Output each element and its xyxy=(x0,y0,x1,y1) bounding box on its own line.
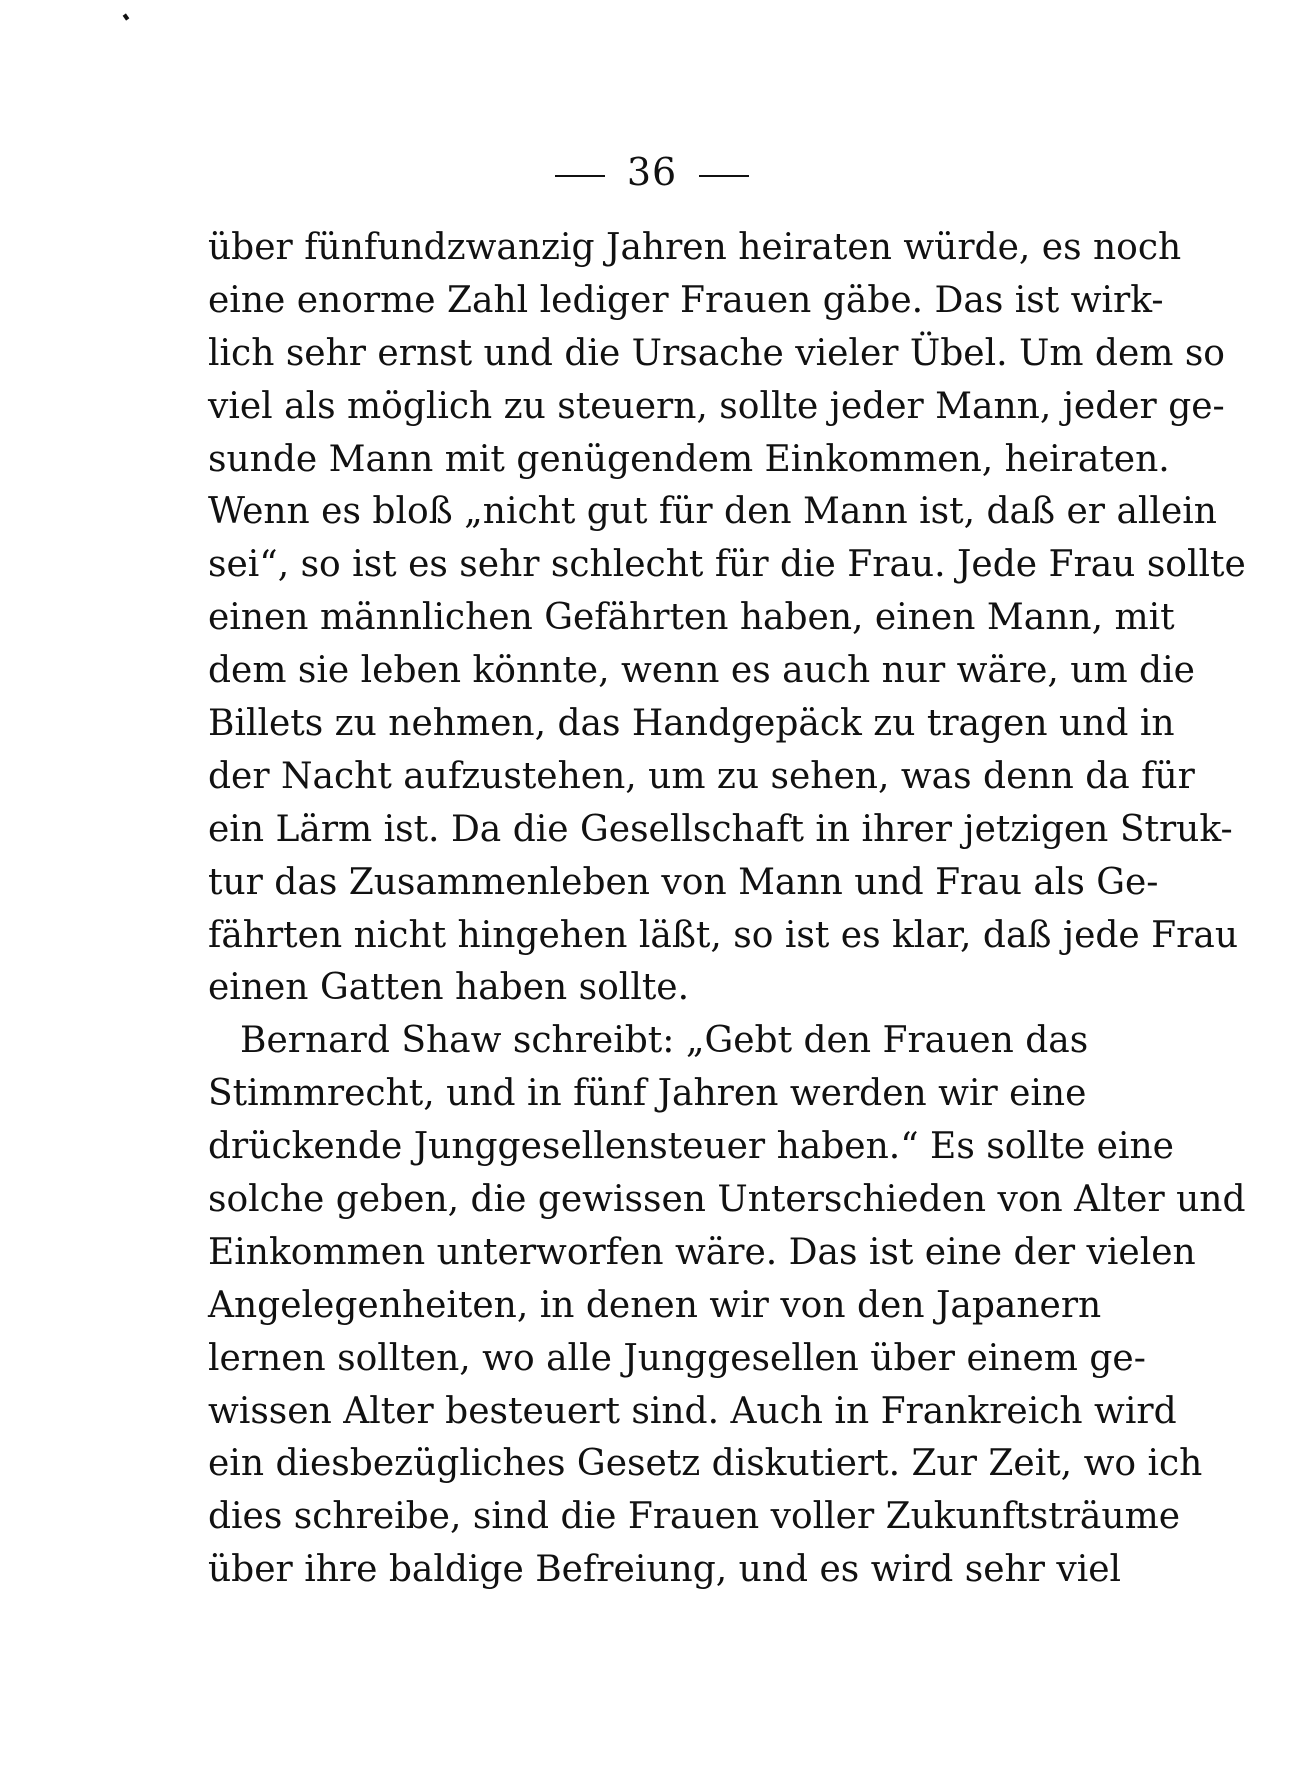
text-line: dies schreibe, sind die Frauen voller Zukunftsträume xyxy=(208,1496,1181,1538)
text-line: Stimmrecht, und in fünf Jahren werden wir eine xyxy=(208,1073,1087,1115)
left-dash xyxy=(555,175,605,177)
text-line: Einkommen unterworfen wäre. Das ist eine der vielen xyxy=(208,1231,1196,1273)
text-line: über ihre baldige Befreiung, und es wird sehr viel xyxy=(208,1549,1122,1591)
text-line: der Nacht aufzustehen, um zu sehen, was denn da für xyxy=(208,755,1195,797)
text-line: ein diesbezügliches Gesetz diskutiert. Zur Zeit, wo ich xyxy=(208,1443,1203,1485)
text-line: tur das Zusammenleben von Mann und Frau als Ge- xyxy=(208,861,1159,903)
text-line: drückende Junggesellensteuer haben.“ Es sollte eine xyxy=(208,1126,1174,1168)
text-line: lernen sollten, wo alle Junggesellen über einem ge- xyxy=(208,1337,1146,1379)
right-dash xyxy=(699,175,749,177)
page-number: 36 xyxy=(626,150,678,194)
text-line: Billets zu nehmen, das Handgepäck zu tragen und in xyxy=(208,703,1175,745)
page-header xyxy=(0,150,1304,194)
text-line: wissen Alter besteuert sind. Auch in Frankreich wird xyxy=(208,1390,1177,1432)
body-text xyxy=(208,222,1246,1597)
text-line: über fünfundzwanzig Jahren heiraten würde, es noch xyxy=(208,227,1182,268)
text-line: einen männlichen Gefährten haben, einen Mann, mit xyxy=(208,597,1175,639)
text-line: eine enorme Zahl lediger Frauen gäbe. Das ist wirk- xyxy=(208,279,1164,321)
paragraph-start-line: Bernard Shaw schreibt: „Gebt den Frauen das xyxy=(240,1020,1089,1062)
text-line: solche geben, die gewissen Unterschieden von Alter und xyxy=(208,1179,1246,1221)
text-line: Angelegenheiten, in denen wir von den Japanern xyxy=(208,1284,1102,1326)
text-line: fährten nicht hingehen läßt, so ist es klar, daß jede Frau xyxy=(208,914,1239,956)
text-line: sunde Mann mit genügendem Einkommen, heiraten. xyxy=(208,438,1170,480)
paragraph-end-line: einen Gatten haben sollte. xyxy=(208,967,690,1009)
text-line: ein Lärm ist. Da die Gesellschaft in ihrer jetzigen Struk- xyxy=(208,808,1233,850)
text-line: Wenn es bloß „nicht gut für den Mann ist, daß er allein xyxy=(208,491,1217,533)
text-line: lich sehr ernst und die Ursache vieler Übel. Um dem so xyxy=(208,332,1225,374)
text-line: dem sie leben könnte, wenn es auch nur wäre, um die xyxy=(208,650,1195,692)
text-line: sei“, so ist es sehr schlecht für die Frau. Jede Frau sollte xyxy=(208,544,1246,586)
ink-speck xyxy=(123,13,130,20)
text-line: viel als möglich zu steuern, sollte jeder Mann, jeder ge- xyxy=(208,385,1225,427)
